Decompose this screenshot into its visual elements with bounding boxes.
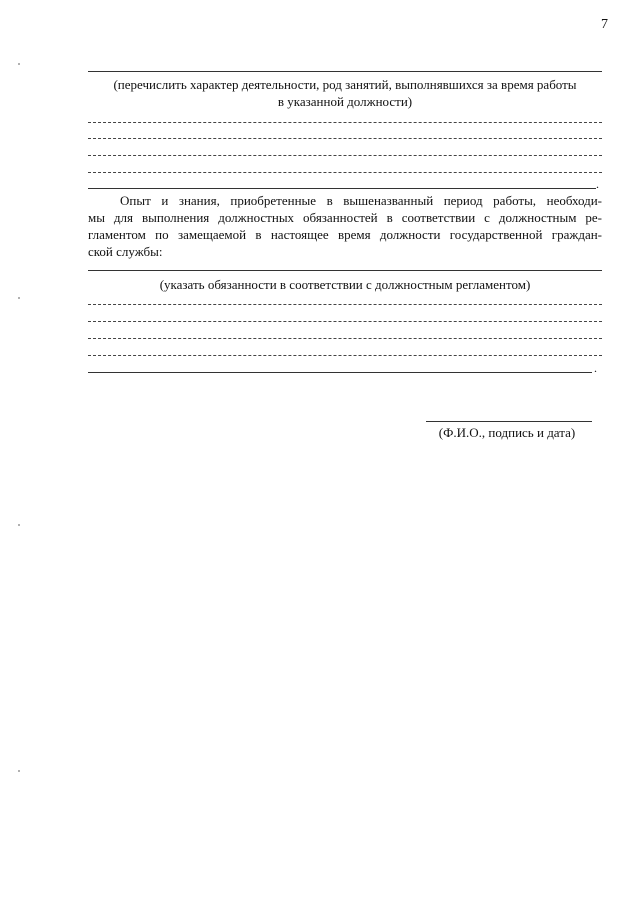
section1-caption-line2: в указанной должности) xyxy=(277,94,413,109)
scan-speck xyxy=(18,524,20,526)
fill-line xyxy=(88,270,602,271)
fill-line xyxy=(88,372,592,373)
paragraph-line: мы для выполнения должностных обязанностей в соответствии с должностным ре- xyxy=(88,210,602,225)
section2-end-mark: . xyxy=(594,361,597,375)
scan-speck xyxy=(18,770,20,772)
signature-caption: (Ф.И.О., подпись и дата) xyxy=(438,425,576,440)
section2-caption: (указать обязанности в соответствии с должностным регламентом) xyxy=(159,277,531,292)
signature-line xyxy=(426,421,592,422)
paragraph-line: гламентом по замещаемой в настоящее время должности государственной граждан- xyxy=(88,227,602,242)
fill-line xyxy=(88,304,602,305)
paragraph-line: Опыт и знания, приобретенные в вышеназванный период работы, необходи- xyxy=(120,193,602,208)
section1-caption-line1: (перечислить характер деятельности, род занятий, выполнявшихся за время работы xyxy=(113,77,577,92)
section2-paragraph xyxy=(88,192,602,260)
fill-line xyxy=(88,338,602,339)
fill-line xyxy=(88,172,602,173)
fill-line xyxy=(88,138,602,139)
section1-end-mark: . xyxy=(596,177,599,191)
scan-speck xyxy=(18,63,20,65)
scan-speck xyxy=(18,297,20,299)
fill-line xyxy=(88,321,602,322)
fill-line xyxy=(88,71,602,72)
fill-line xyxy=(88,355,602,356)
fill-line xyxy=(88,188,596,189)
page-number: 7 xyxy=(601,17,608,32)
fill-line xyxy=(88,122,602,123)
section1-caption xyxy=(88,76,602,110)
fill-line xyxy=(88,155,602,156)
paragraph-line: ской службы: xyxy=(88,244,163,259)
